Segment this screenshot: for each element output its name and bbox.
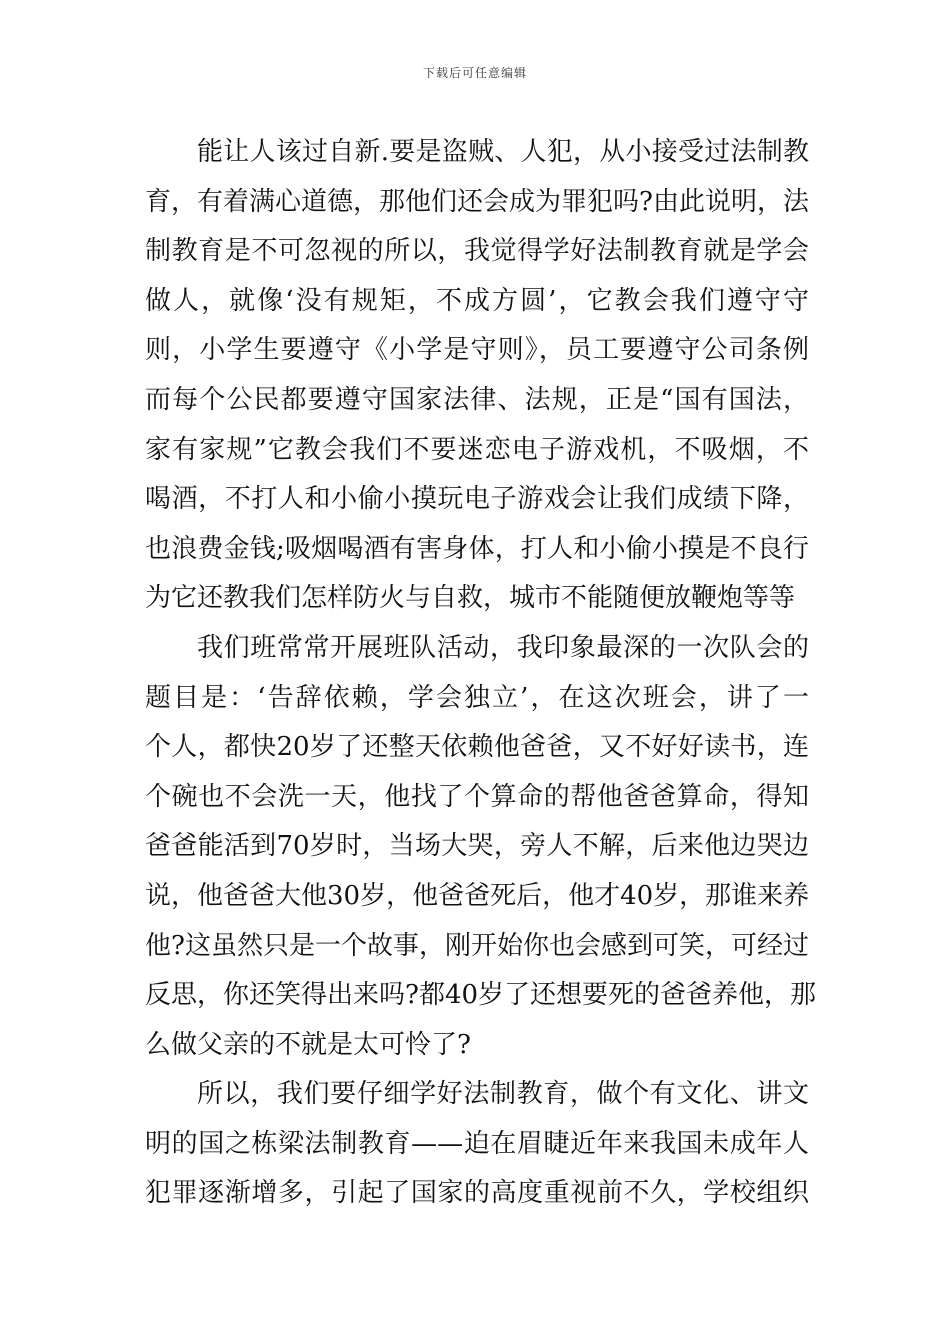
text-line: 育，有着满心道德，那他们还会成为罪犯吗?由此说明，法: [145, 186, 809, 217]
text-line: 喝酒，不打人和小偷小摸玩电子游戏会让我们成绩下降，: [145, 484, 809, 515]
text-line: 反思，你还笑得出来吗?都40岁了还想要死的爸爸养他，那: [145, 980, 817, 1011]
text-line: 我们班常常开展班队活动，我印象最深的一次队会的: [197, 632, 809, 663]
text-line: 说，他爸爸大他30岁，他爸爸死后，他才40岁，那谁来养: [145, 880, 810, 911]
text-line: 个碗也不会洗一天，他找了个算命的帮他爸爸算命，得知: [145, 781, 809, 812]
text-line: 么做父亲的不就是太可怜了?: [145, 1029, 471, 1060]
text-line: 明的国之栋梁法制教育——迫在眉睫近年来我国未成年人: [145, 1128, 809, 1159]
text-line: 题目是：‘告辞依赖，学会独立’，在这次班会，讲了一: [145, 682, 809, 713]
text-line: 也浪费金钱;吸烟喝酒有害身体，打人和小偷小摸是不良行: [145, 533, 809, 564]
text-line: 制教育是不可忽视的所以，我觉得学好法制教育就是学会: [145, 236, 809, 267]
page-header: 下载后可任意编辑: [422, 66, 527, 80]
text-line: 个人，都快20岁了还整天依赖他爸爸，又不好好读书，连: [145, 732, 809, 763]
text-line: 做人，就像‘没有规矩，不成方圆’，它教会我们遵守守: [145, 285, 809, 316]
text-line: 为它还教我们怎样防火与自救，城市不能随便放鞭炮等等: [145, 583, 796, 614]
text-line: 他?这虽然只是一个故事，刚开始你也会感到可笑，可经过: [145, 930, 809, 961]
text-line: 家有家规”它教会我们不要迷恋电子游戏机，不吸烟，不: [145, 434, 809, 465]
text-line: 犯罪逐渐增多，引起了国家的高度重视前不久，学校组织: [145, 1178, 809, 1209]
document-body: [145, 128, 817, 1219]
text-line: 所以，我们要仔细学好法制教育，做个有文化、讲文: [197, 1079, 809, 1110]
text-line: 爸爸能活到70岁时，当场大哭，旁人不解，后来他边哭边: [145, 831, 809, 862]
text-line: 而每个公民都要遵守国家法律、法规，正是“国有国法，: [145, 384, 809, 415]
text-line: 能让人该过自新.要是盗贼、人犯，从小接受过法制教: [197, 137, 809, 167]
text-line: 则，小学生要遵守《小学是守则》，员工要遵守公司条例: [145, 335, 809, 366]
